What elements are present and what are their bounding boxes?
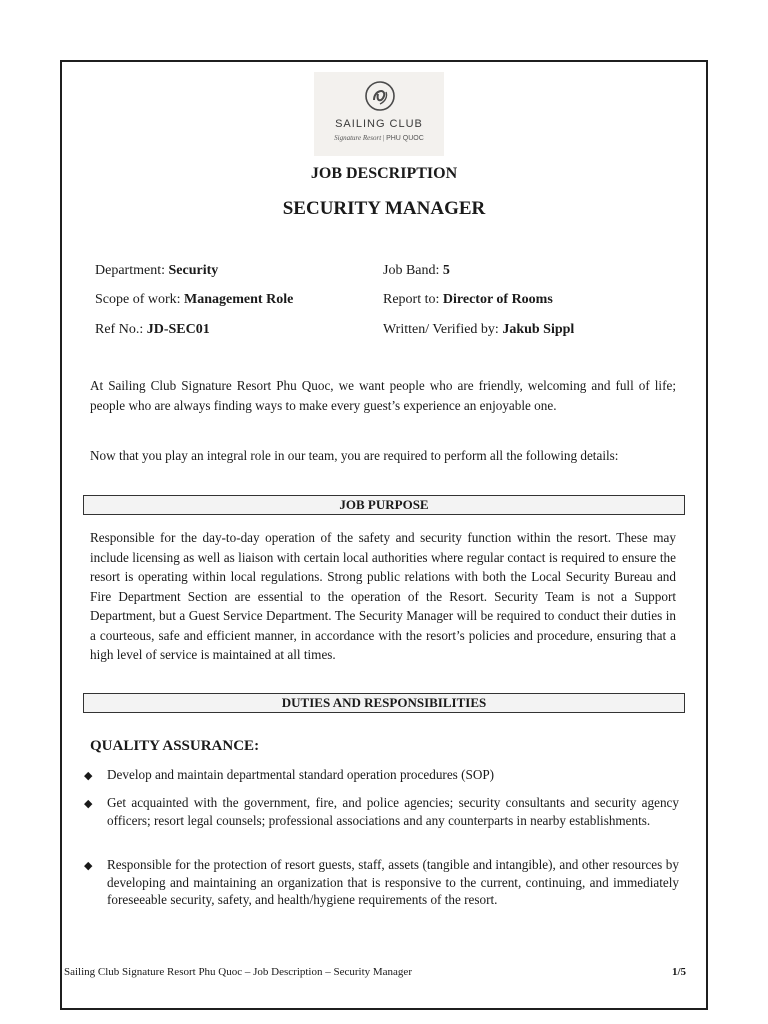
diamond-bullet-icon: ◆ [84,798,93,810]
logo-script: Signature Resort [334,134,382,142]
ref-no-field [95,322,210,338]
intro-paragraph: At Sailing Club Signature Resort Phu Quoc, we want people who are friendly, welcoming and full of life; people who are always finding ways to make every guest’s experience an enjoyable one. [90,378,676,413]
report-to-value: Director of Rooms [442,292,553,307]
list-item: Get acquainted with the government, fire, and police agencies; security consultants and security agency officers; resort legal counsels; professional associations and any counterparts in nearby establishments. [107,795,679,828]
logo-name: SAILING CLUB [335,118,423,130]
diamond-bullet-icon: ◆ [84,770,93,782]
instruction-paragraph: Now that you play an integral role in our team, you are required to perform all the following details: [90,448,619,463]
department-label: Department: [95,263,169,278]
report-to-field [383,292,553,308]
ref-no-value: JD-SEC01 [146,322,210,337]
document-type-title: JOB DESCRIPTION [310,165,458,182]
job-band-label: Job Band: [383,263,443,278]
position-title: SECURITY MANAGER [282,198,486,219]
ref-no-label: Ref No.: [95,322,147,337]
resort-logo [314,72,444,156]
written-by-value: Jakub Sippl [502,322,575,337]
sailing-club-logo-icon [364,80,396,112]
logo-divider: | [382,134,387,142]
footer-text: Sailing Club Signature Resort Phu Quoc – Job Description – Security Manager [64,966,412,978]
logo-place: PHU QUOC [386,135,424,142]
department-value: Security [168,263,219,278]
quality-assurance-heading: QUALITY ASSURANCE: [90,738,260,754]
job-purpose-heading: JOB PURPOSE [83,495,685,515]
diamond-bullet-icon: ◆ [84,860,93,872]
list-item: Responsible for the protection of resort guests, staff, assets (tangible and intangible), and other resources by developing and maintaining an organization that is responsive to the current, continuing, and immediately foreseeable security, safety, and health/hygiene requirements of the resort. [107,857,679,907]
department-field [95,263,218,279]
page-number: 1/5 [672,966,687,978]
report-to-label: Report to: [383,292,443,307]
logo-tagline [314,134,444,142]
duties-heading: DUTIES AND RESPONSIBILITIES [83,693,685,713]
scope-field [95,292,293,308]
scope-value: Management Role [184,292,294,307]
written-by-field [383,322,574,338]
list-item: Develop and maintain departmental standard operation procedures (SOP) [107,767,495,782]
job-band-value: 5 [442,263,450,278]
written-by-label: Written/ Verified by: [383,322,503,337]
job-purpose-text: Responsible for the day-to-day operation of the safety and security function within the resort. These may include licensing as well as liaison with certain local authorities where regular contact is required to ensure the resort is operating within local regulations. Strong public relations with both the Local Security Bureau and Fire Department Section are essential to the operation of the Resort. Security Team is not a Support Department, but a Guest Service Department. The Security Manager will be required to conduct their duties in a courteous, safe and efficient manner, in accordance with the resort’s policies and procedure, ensuring that a high level of service is maintained at all times. [90,530,676,662]
scope-label: Scope of work: [95,292,185,307]
job-band-field [383,263,450,279]
